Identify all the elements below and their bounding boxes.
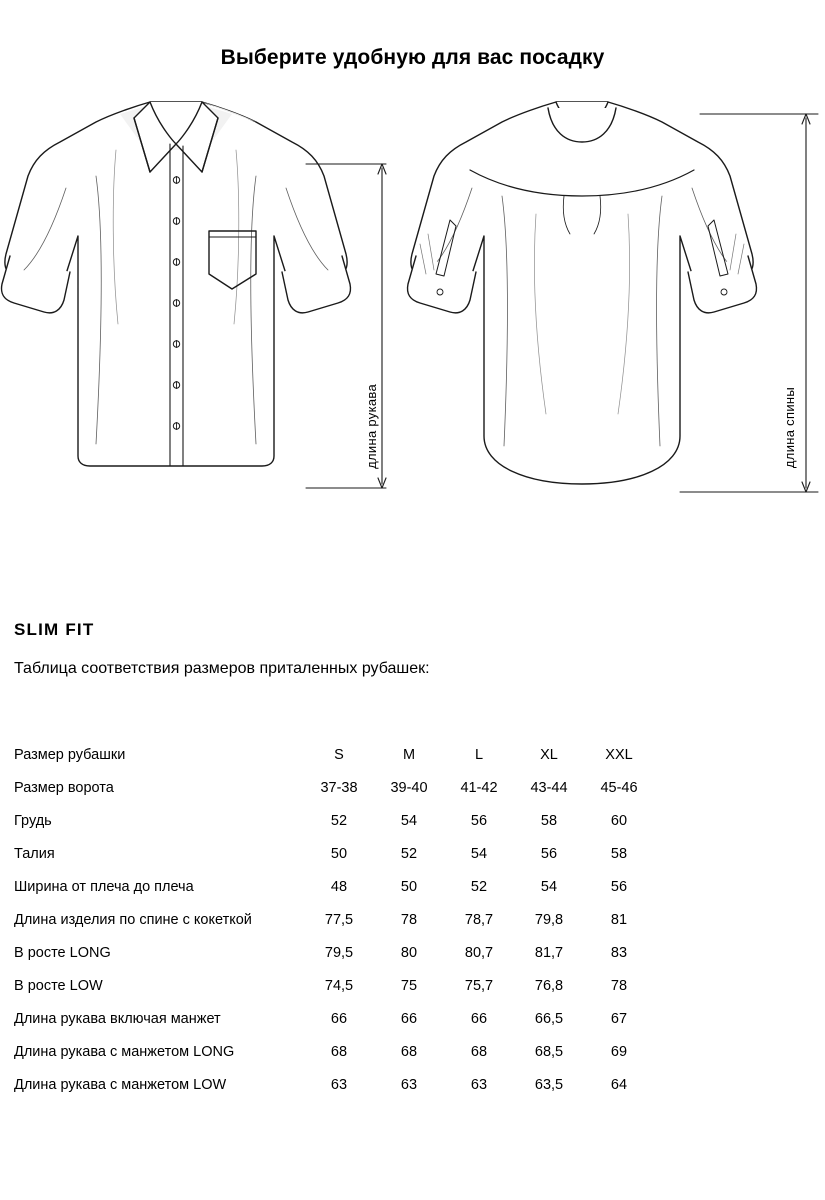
cell-xl: 54 — [540, 878, 558, 895]
table-row — [14, 1035, 654, 1068]
cell-l: 66 — [470, 1010, 488, 1027]
cell-s: 79,5 — [324, 944, 354, 961]
size-chart-head — [14, 738, 654, 771]
row-label: Ширина от плеча до плеча — [14, 878, 194, 895]
cell-m: 68 — [400, 1043, 418, 1060]
table-row — [14, 969, 654, 1002]
back-length-label: длина спины — [782, 387, 797, 469]
table-row — [14, 903, 654, 936]
cell-s: 50 — [330, 845, 348, 862]
cell-m: 80 — [400, 944, 418, 961]
cell-xxl: 81 — [610, 911, 628, 928]
cell-xxl: 56 — [610, 878, 628, 895]
cell-xxl: 67 — [610, 1010, 628, 1027]
table-row — [14, 870, 654, 903]
column-header-s: S — [334, 746, 344, 763]
cell-l: 80,7 — [464, 944, 494, 961]
cell-l: 63 — [470, 1076, 488, 1093]
cell-s: 48 — [330, 878, 348, 895]
row-label: В росте LOW — [14, 977, 103, 994]
cell-l: 68 — [470, 1043, 488, 1060]
column-header-m: M — [402, 746, 416, 763]
size-chart-body — [14, 771, 654, 1101]
column-header-xxl: XXL — [605, 746, 633, 763]
cell-m: 52 — [400, 845, 418, 862]
cell-xl: 56 — [540, 845, 558, 862]
fit-subtitle: Таблица соответствия размеров приталенных рубашек: — [14, 660, 430, 677]
cell-xl: 79,8 — [534, 911, 564, 928]
cell-xl: 81,7 — [534, 944, 564, 961]
table-row — [14, 837, 654, 870]
table-row — [14, 936, 654, 969]
row-label: Длина рукава с манжетом LOW — [14, 1076, 227, 1093]
cell-xxl: 45-46 — [600, 779, 638, 796]
cell-m: 63 — [400, 1076, 418, 1093]
cell-s: 37-38 — [320, 779, 358, 796]
row-label: Длина рукава включая манжет — [14, 1010, 221, 1027]
cell-m: 66 — [400, 1010, 418, 1027]
cell-xxl: 58 — [610, 845, 628, 862]
column-header-measurement: Размер рубашки — [14, 746, 126, 763]
cell-xl: 76,8 — [534, 977, 564, 994]
cell-s: 52 — [330, 812, 348, 829]
table-row — [14, 771, 654, 804]
cell-l: 75,7 — [464, 977, 494, 994]
cell-xl: 58 — [540, 812, 558, 829]
table-row — [14, 1002, 654, 1035]
cell-s: 74,5 — [324, 977, 354, 994]
shirt-illustration — [0, 84, 825, 554]
cell-s: 77,5 — [324, 911, 354, 928]
row-label: Талия — [14, 845, 55, 862]
table-row — [14, 804, 654, 837]
cell-xl: 68,5 — [534, 1043, 564, 1060]
row-label: Грудь — [14, 812, 52, 829]
cell-s: 66 — [330, 1010, 348, 1027]
cell-m: 78 — [400, 911, 418, 928]
size-chart-table — [14, 738, 654, 1101]
cell-l: 54 — [470, 845, 488, 862]
row-label: В росте LONG — [14, 944, 111, 961]
cell-l: 78,7 — [464, 911, 494, 928]
cell-xxl: 78 — [610, 977, 628, 994]
cell-m: 39-40 — [390, 779, 428, 796]
cell-m: 54 — [400, 812, 418, 829]
sleeve-length-label: длина рукава — [364, 384, 379, 469]
table-header-row — [14, 738, 654, 771]
front-shirt-group — [2, 102, 351, 466]
row-label: Размер ворота — [14, 779, 114, 796]
cell-xxl: 64 — [610, 1076, 628, 1093]
cell-l: 41-42 — [460, 779, 498, 796]
cell-xl: 66,5 — [534, 1010, 564, 1027]
cell-m: 50 — [400, 878, 418, 895]
cell-xxl: 83 — [610, 944, 628, 961]
cell-xl: 43-44 — [530, 779, 568, 796]
column-header-xl: XL — [540, 746, 558, 763]
cell-s: 68 — [330, 1043, 348, 1060]
row-label: Длина рукава с манжетом LONG — [14, 1043, 235, 1060]
column-header-l: L — [474, 746, 484, 763]
cell-xxl: 60 — [610, 812, 628, 829]
row-label: Длина изделия по спине с кокеткой — [14, 911, 252, 928]
table-row — [14, 1068, 654, 1101]
back-shirt-group — [408, 102, 757, 484]
cell-xl: 63,5 — [534, 1076, 564, 1093]
fit-name: SLIM FIT — [14, 620, 95, 639]
cell-l: 56 — [470, 812, 488, 829]
cell-m: 75 — [400, 977, 418, 994]
shirt-technical-drawing-svg — [0, 84, 825, 554]
cell-l: 52 — [470, 878, 488, 895]
cell-s: 63 — [330, 1076, 348, 1093]
cell-xxl: 69 — [610, 1043, 628, 1060]
page-title: Выберите удобную для вас посадку — [220, 46, 605, 69]
